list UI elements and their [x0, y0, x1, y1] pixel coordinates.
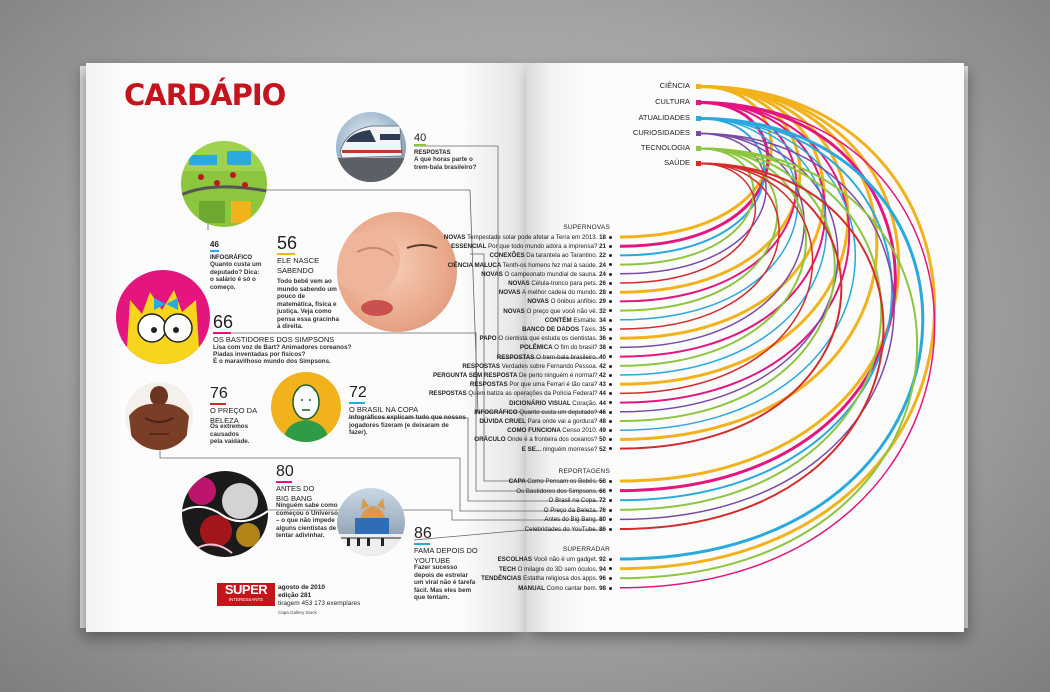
superradar-page-number: 92	[599, 556, 606, 563]
supernovas-title: Tempestade solar pode afetar a Terra em 2013.	[467, 234, 600, 241]
page-title: CARDÁPIO	[124, 78, 286, 112]
supernovas-label: DÚVIDA CRUEL	[479, 418, 528, 425]
supernovas-row[interactable]	[509, 400, 612, 407]
connector-dot	[609, 480, 612, 483]
supernovas-title: Esmalte.	[573, 316, 600, 324]
reportagens-row[interactable]	[544, 516, 612, 523]
reportagens-row[interactable]	[509, 478, 612, 485]
supernovas-title: Da tarantela ao Tarantino.	[526, 252, 600, 260]
supernovas-title: Onde é a fronteira dos oceanos?	[507, 436, 600, 444]
connector-dot	[609, 346, 612, 349]
category-label-curiosidades: CURIOSIDADES	[632, 128, 690, 137]
supernovas-page-number: 22	[599, 252, 606, 260]
connector-dot	[609, 282, 612, 285]
connector-dot	[609, 558, 612, 561]
connector-dot	[609, 567, 612, 570]
supernovas-title: Por que todo mundo adora a imprensa?	[488, 243, 600, 251]
supernovas-label: RESPOSTAS	[469, 381, 510, 389]
feature-72-section: O BRASIL NA COPA	[349, 405, 419, 414]
supernovas-page-number: 43	[599, 381, 606, 389]
feature-76-number: 76	[210, 385, 228, 402]
superradar-page-number: 94	[599, 565, 606, 573]
supernovas-row[interactable]	[444, 234, 612, 241]
simpsons-lisa-image	[116, 270, 210, 364]
category-label-ciencia: CIÊNCIA	[659, 81, 690, 90]
connector-dot	[609, 309, 612, 312]
connector-dot	[609, 447, 612, 450]
supernovas-row[interactable]	[490, 252, 613, 259]
supernovas-row[interactable]	[507, 427, 612, 434]
category-label-tecnologia: TECNOLOGIA	[640, 143, 690, 152]
supernovas-label: DICIONÁRIO VISUAL	[509, 399, 573, 407]
supernovas-page-number: 24	[599, 261, 606, 269]
superradar-row[interactable]	[498, 556, 612, 563]
feature-46-desc: Quanto custa um deputado? Dica: o salário é só o começo.	[210, 261, 262, 291]
connector-dot	[609, 355, 612, 358]
supernovas-title: De perto ninguém é normal?	[518, 372, 600, 379]
reportagens-page-number: 72	[599, 497, 606, 505]
supernovas-title: O cientista que estuda os cientistas.	[498, 335, 600, 343]
supernovas-label: ORÁCULO	[474, 436, 508, 444]
reportagens-row[interactable]	[516, 488, 612, 495]
supernovas-page-number: 42	[599, 372, 606, 379]
supernovas-label: BANCO DE DADOS	[522, 326, 581, 333]
category-swatch-atualidades	[696, 116, 701, 121]
supernovas-header: SUPERNOVAS	[563, 224, 610, 231]
deputy-infographic-image	[181, 141, 267, 227]
feature-76-desc: Os extremos causados pela vaidade.	[210, 423, 250, 445]
feature-66-number: 66	[213, 312, 234, 332]
feature-46-underline	[210, 250, 219, 252]
superradar-row[interactable]	[481, 575, 612, 582]
supernovas-page-number: 40	[599, 353, 606, 361]
supernovas-row[interactable]	[433, 372, 612, 379]
supernovas-page-number: 48	[599, 418, 606, 425]
feature-86-desc: Fazer sucesso depois de estrelar um viral não é tarefa fácil. Mas eles bem que tentam.	[414, 564, 476, 601]
superradar-page-number: 96	[599, 575, 606, 583]
reportagens-header: REPORTAGENS	[558, 468, 610, 475]
connector-dot	[609, 273, 612, 276]
reportagens-page-number: 56	[599, 478, 606, 485]
reportagens-title: Os Bastidores dos Simpsons.	[516, 487, 600, 495]
superradar-page-number: 98	[599, 584, 606, 592]
supernovas-page-number: 50	[599, 436, 606, 444]
supernovas-page-number: 35	[599, 326, 606, 333]
connector-dot	[609, 429, 612, 432]
feature-80-underline	[276, 481, 292, 483]
supernovas-title: Verdades sobre Fernando Pessoa.	[501, 362, 600, 370]
supernovas-label: CONEXÕES	[489, 252, 527, 260]
superradar-label: ESCOLHAS	[497, 556, 534, 563]
category-label-saude: SAÚDE	[664, 158, 690, 167]
connector-dot	[609, 254, 612, 257]
feature-46-section: INFOGRÁFICO	[210, 255, 252, 261]
reportagens-row[interactable]	[525, 526, 612, 533]
supernovas-label: COMO FUNCIONA	[507, 427, 563, 435]
category-swatch-saude	[696, 161, 701, 166]
supernovas-page-number: 46	[599, 408, 606, 416]
supernovas-title: Célula-tronco para pets.	[531, 280, 600, 287]
connector-dot	[609, 411, 612, 414]
supernovas-title: Censo 2010.	[562, 427, 600, 435]
supernovas-page-number: 34	[599, 316, 606, 324]
supernovas-row[interactable]	[474, 436, 612, 443]
supernovas-row[interactable]	[474, 409, 612, 416]
connector-dot	[609, 365, 612, 368]
connector-dot	[609, 528, 612, 531]
supernovas-title: Por que uma Ferrari é tão cara?	[509, 381, 600, 389]
feature-56-underline	[277, 253, 295, 255]
supernovas-page-number: 28	[599, 289, 606, 297]
supernovas-row[interactable]	[470, 381, 612, 388]
connector-dot	[609, 374, 612, 377]
superradar-label: TENDÊNCIAS	[481, 575, 524, 583]
supernovas-label: RESPOSTAS	[496, 353, 537, 361]
connector-dot	[609, 236, 612, 239]
feature-66-desc-1: Lisa com voz de Bart? Animadores coreanos?	[213, 344, 352, 351]
bodybuilder-image	[125, 382, 193, 450]
supernovas-row[interactable]	[522, 326, 612, 333]
feature-66-section: OS BASTIDORES DOS SIMPSONS	[213, 335, 335, 344]
superradar-header: SUPERRADAR	[562, 546, 610, 553]
supernovas-row[interactable]	[479, 418, 612, 425]
connector-dot	[609, 263, 612, 266]
category-swatch-cultura	[696, 100, 701, 105]
connector-dot	[609, 245, 612, 248]
supernovas-page-number: 21	[599, 243, 606, 251]
superradar-title: O milagre do 3D sem óculos.	[517, 565, 600, 573]
superradar-row[interactable]	[518, 585, 612, 592]
supernovas-label: INFOGRÁFICO	[474, 408, 520, 416]
supernovas-title: Táxis.	[580, 326, 600, 333]
feature-86-number: 86	[414, 525, 432, 542]
supernovas-row[interactable]	[508, 280, 612, 287]
supernovas-label: NOVAS	[443, 234, 468, 241]
supernovas-label: PAPO	[479, 335, 499, 343]
category-swatch-tecnologia	[696, 146, 701, 151]
supernovas-row[interactable]	[520, 344, 612, 351]
supernovas-label: NOVAS	[498, 289, 523, 297]
supernovas-row[interactable]	[545, 317, 612, 324]
super-logo	[217, 583, 275, 606]
supernovas-page-number: 38	[599, 344, 606, 352]
supernovas-label: POLÊMICA	[519, 344, 555, 352]
connector-dot	[609, 489, 612, 492]
supernovas-label: ESSENCIAL	[450, 243, 488, 251]
connector-dot	[609, 499, 612, 502]
feature-86-underline	[414, 543, 430, 545]
supernovas-label: NOVAS	[508, 280, 532, 287]
category-arc	[620, 119, 892, 501]
colophon-print-run: tiragem 453 173 exemplares	[278, 600, 361, 607]
reportagens-title: Celebridades do YouTube.	[524, 526, 600, 533]
category-arc	[620, 164, 813, 394]
supernovas-row[interactable]	[527, 298, 612, 305]
supernovas-page-number: 44	[599, 399, 606, 407]
connector-dot	[609, 300, 612, 303]
cover-credit: Capa Gallery Stock	[278, 610, 317, 615]
superradar-label: TECH	[499, 565, 518, 573]
supernovas-row[interactable]	[499, 289, 612, 296]
feature-56-desc: Todo bebê vem ao mundo sabendo um pouco de matemática, física e justiça. Veja como pensa essa gracinha à direita.	[277, 278, 339, 330]
connector-dot	[609, 577, 612, 580]
feature-80-desc: Ninguém sabe como começou o Universo – o que não impede alguns cientistas de tentar adivinhar.	[276, 502, 338, 539]
reportagens-title: Como Pensam os Bebês.	[527, 478, 600, 485]
category-label-atualidades: ATUALIDADES	[638, 113, 690, 122]
connector-dot	[609, 401, 612, 404]
supernovas-row[interactable]	[503, 308, 612, 315]
supernovas-page-number: 44	[599, 390, 606, 398]
supernovas-page-number: 18	[599, 234, 606, 241]
reportagens-page-number: 66	[599, 487, 606, 495]
supernovas-page-number: 24	[599, 270, 606, 278]
superradar-label: MANUAL	[518, 584, 547, 592]
category-label-cultura: CULTURA	[655, 97, 690, 106]
feature-76-section: O PREÇO DA BELEZA	[210, 406, 257, 425]
connector-dot	[609, 319, 612, 322]
connector-dot	[609, 291, 612, 294]
feature-56-number: 56	[277, 233, 298, 253]
supernovas-row[interactable]	[451, 243, 612, 250]
supernovas-title: Para onde vai a gordura?	[527, 418, 600, 425]
supernovas-title: O campeonato mundial de sauna.	[504, 270, 600, 278]
feature-72-desc: Infográficos explicam tudo que nossos jogadores fizeram (e deixaram de fazer).	[349, 414, 466, 436]
reportagens-label: CAPA	[508, 478, 528, 485]
connector-dot	[609, 587, 612, 590]
feature-40-section: RESPOSTAS	[414, 150, 451, 156]
feature-66-underline	[213, 332, 231, 334]
feature-76-underline	[210, 403, 226, 405]
super-logo-subtitle: INTERESSANTE	[228, 597, 264, 602]
supernovas-title: O ônibus anfíbio.	[550, 298, 600, 306]
supernovas-row[interactable]	[497, 354, 612, 361]
supernovas-label: NOVAS	[481, 270, 505, 278]
category-swatch-ciencia	[696, 84, 701, 89]
supernovas-row[interactable]	[480, 335, 612, 342]
supernovas-row[interactable]	[462, 363, 612, 370]
feature-80-section: ANTES DO BIG BANG	[276, 484, 315, 503]
supernovas-page-number: 42	[599, 362, 606, 370]
superradar-title: Estatha religiosa dos apps.	[523, 575, 600, 583]
feature-80-number: 80	[276, 463, 294, 480]
feature-56-section: ELE NASCE SABENDO	[277, 256, 320, 275]
supernovas-title: O preço que você não vê.	[526, 307, 600, 315]
supernovas-title: O fim do brasil?	[554, 344, 600, 352]
supernovas-title: Tenth-os homens fez mal à saúde.	[502, 261, 600, 269]
feature-66-desc-3: É o maravilhoso mundo dos Simpsons.	[213, 358, 331, 365]
supernovas-label: PERGUNTA SEM RESPOSTA	[433, 372, 519, 379]
reportagens-title: Antes do Big Bang.	[544, 516, 600, 524]
superradar-row[interactable]	[499, 566, 612, 573]
supernovas-label: E SE...	[521, 445, 543, 453]
footballer-illustration	[271, 372, 341, 442]
supernovas-label: RESPOSTAS	[462, 362, 502, 370]
supernovas-page-number: 36	[599, 335, 606, 343]
supernovas-title: O trem-bala brasileiro.	[536, 353, 600, 361]
connector-dot	[609, 337, 612, 340]
reportagens-page-number: 80	[599, 516, 606, 524]
category-arc	[620, 164, 841, 449]
feature-86-section: FAMA DEPOIS DO YOUTUBE	[414, 546, 478, 565]
category-swatch-curiosidades	[696, 131, 701, 136]
connector-dot	[609, 420, 612, 423]
supernovas-page-number: 32	[599, 307, 606, 315]
supernovas-label: RESPOSTAS	[428, 390, 469, 398]
supernovas-row[interactable]	[522, 446, 612, 453]
supernovas-title: Quem batiza as operações da Polícia Federal?	[468, 390, 600, 398]
feature-72-number: 72	[349, 384, 367, 401]
category-arc	[620, 119, 923, 560]
reportagens-title: O Preço da Beleza.	[543, 506, 600, 514]
reportagens-page-number: 76	[599, 506, 606, 514]
connector-dot	[609, 392, 612, 395]
supernovas-title: Quanto custa um deputado?	[519, 408, 600, 416]
connector-dot	[609, 438, 612, 441]
feature-66-desc-2: Piadas inventadas por físicos?	[213, 351, 306, 358]
colophon-edition: edição 281	[278, 592, 312, 599]
reportagens-title: O Brasil na Copa.	[548, 497, 600, 505]
connector-dot	[609, 328, 612, 331]
reportagens-page-number: 86	[599, 526, 606, 533]
supernovas-row[interactable]	[481, 271, 612, 278]
supernovas-page-number: 29	[599, 298, 606, 306]
colophon-text	[278, 584, 360, 608]
supernovas-title: ninguém morresse?	[542, 445, 600, 453]
supernovas-title: A melhor cadeia do mundo.	[522, 289, 600, 297]
feature-40-desc: A que horas parte o trem-bala brasileiro?	[414, 156, 477, 171]
supernovas-page-number: 52	[599, 445, 606, 453]
connector-dot	[609, 509, 612, 512]
supernovas-row[interactable]	[429, 390, 612, 397]
reportagens-row[interactable]	[549, 497, 612, 504]
colophon-date: agosto de 2010	[278, 584, 325, 591]
reportagens-row[interactable]	[544, 507, 612, 514]
supernovas-label: NOVAS	[527, 298, 551, 306]
feature-40-number: 40	[414, 132, 427, 144]
supernovas-page-number: 26	[599, 280, 606, 287]
connector-dot	[609, 383, 612, 386]
supernovas-label: NOVAS	[503, 307, 527, 315]
supernovas-label: CIÊNCIA MALUCA	[447, 261, 503, 269]
feature-46-number: 46	[210, 240, 219, 249]
supernovas-row[interactable]	[448, 262, 612, 269]
big-bang-art-image	[182, 471, 268, 557]
feature-72-underline	[349, 402, 365, 404]
supernovas-title: Coração.	[572, 399, 600, 407]
superradar-title: Você não é um gadget.	[533, 556, 600, 563]
supernovas-label: CONTÉM	[544, 316, 574, 324]
superradar-title: Como cantar bem.	[546, 584, 600, 592]
connector-dot	[609, 518, 612, 521]
super-logo-text: SUPER	[224, 582, 268, 597]
supernovas-page-number: 49	[599, 427, 606, 435]
